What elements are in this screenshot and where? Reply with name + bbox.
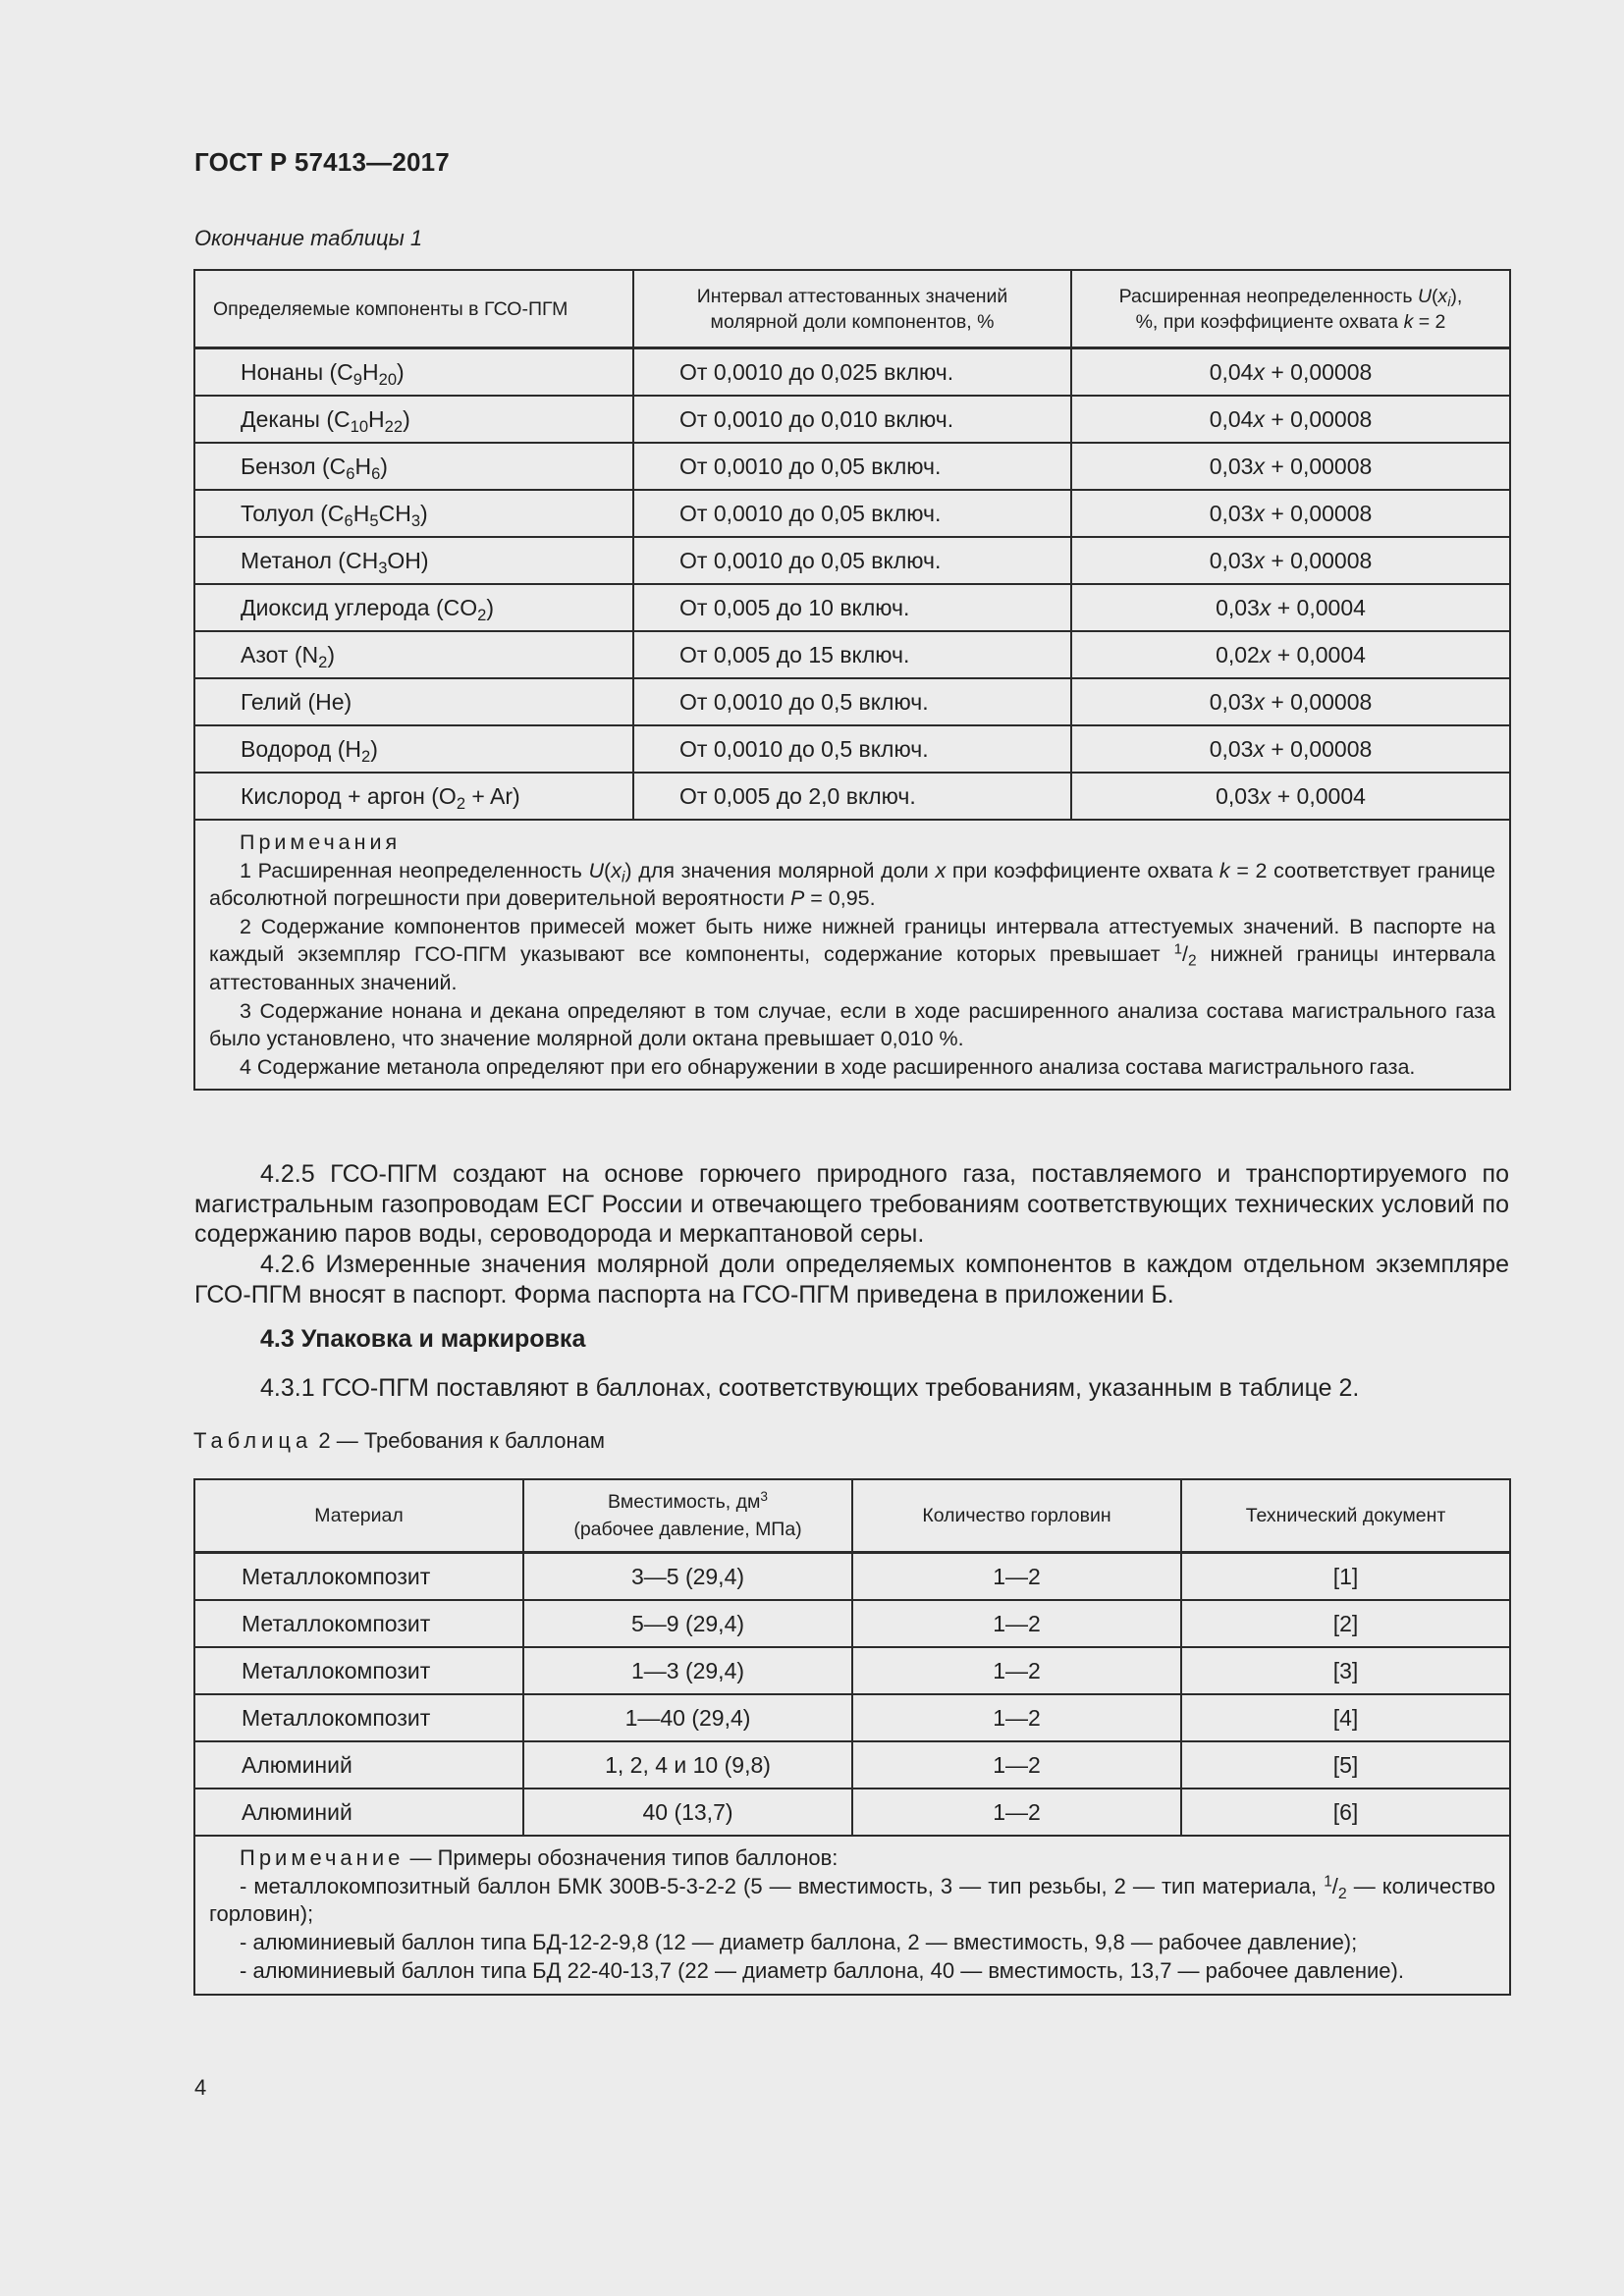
table-row: [194, 348, 1510, 397]
table1-caption: Окончание таблицы 1: [194, 226, 423, 250]
table2-note: [194, 1836, 1510, 1995]
component-cell: Метанол $(CH_3OH)$: [194, 537, 633, 584]
uncertainty-cell: 0,03x + 0,00008: [1071, 537, 1510, 584]
capacity-cell: 5—9 (29,4): [523, 1600, 852, 1647]
capacity-cell: 1—40 (29,4): [523, 1694, 852, 1741]
document-header: ГОСТ Р 57413—2017: [194, 147, 450, 177]
table-row: [194, 773, 1510, 820]
capacity-cell: 1, 2, 4 и 10 (9,8): [523, 1741, 852, 1789]
table-row: [194, 443, 1510, 490]
interval-cell: От 0,0010 до 0,5 включ.: [633, 725, 1071, 773]
necks-cell: 1—2: [852, 1647, 1181, 1694]
component-cell: Толуол $(C_6H_5CH_3)$: [194, 490, 633, 537]
table1-notes: [194, 820, 1510, 1090]
table-row: [194, 1789, 1510, 1836]
necks-cell: 1—2: [852, 1694, 1181, 1741]
interval-cell: От 0,005 до 10 включ.: [633, 584, 1071, 631]
note-2: 2 Содержание компонентов примесей может быть ниже нижней границы интервала аттестуемых значений. В паспорте на каждый экземпляр ГСО-ПГМ указывают все компоненты, содержание которых превышает $^1/_2$ нижней границы интервала аттестованных значений.: [209, 914, 1495, 994]
table-row: [194, 631, 1510, 678]
uncertainty-cell: 0,03x + 0,00008: [1071, 678, 1510, 725]
table2-caption: [193, 1428, 605, 1454]
uncertainty-cell: 0,03x + 0,00008: [1071, 443, 1510, 490]
doc-cell: [2]: [1181, 1600, 1510, 1647]
note-title-line: [209, 1844, 1495, 1873]
table-row: [194, 584, 1510, 631]
table-title: 2 — Требования к баллонам: [312, 1428, 605, 1453]
necks-cell: 1—2: [852, 1741, 1181, 1789]
note-3: 3 Содержание нонана и декана определяют в том случае, если в ходе расширенного анализа состава магистрального газа было установлено, что значение молярной доли октана превышает 0,010 %.: [209, 998, 1495, 1051]
page-number: 4: [194, 2075, 207, 2100]
capacity-cell: 1—3 (29,4): [523, 1647, 852, 1694]
components-table: [193, 269, 1511, 1091]
header-uncertainty-text: Расширенная неопределенность: [1118, 285, 1418, 307]
table-row: [194, 1694, 1510, 1741]
header-uncertainty-text: %, при коэффициенте охвата: [1135, 310, 1404, 333]
note-line-3: - алюминиевый баллон типа БД 22-40-13,7 (22 — диаметр баллона, 40 — вместимость, 13,7 — рабочее давление).: [240, 1957, 1404, 1983]
interval-cell: От 0,0010 до 0,5 включ.: [633, 678, 1071, 725]
uncertainty-cell: 0,03x + 0,00008: [1071, 725, 1510, 773]
paren: (: [1432, 285, 1438, 307]
symbol-k: k: [1403, 310, 1414, 333]
component-cell: Азот $(N_2)$: [194, 631, 633, 678]
paragraph-4-2-6: [194, 1250, 1509, 1309]
component-cell: Нонаны $(C_9H_{20})$: [194, 348, 633, 397]
material-cell: Алюминий: [194, 1789, 523, 1836]
header-capacity: Вместимость, $дм^3$ (рабочее давление, МПа): [523, 1479, 852, 1553]
note-4: 4 Содержание метанола определяют при его обнаружении в ходе расширенного анализа состава магистрального газа.: [240, 1054, 1416, 1079]
interval-cell: От 0,0010 до 0,05 включ.: [633, 490, 1071, 537]
table-row: [194, 490, 1510, 537]
material-cell: Металлокомпозит: [194, 1600, 523, 1647]
table-row: [194, 725, 1510, 773]
table-row: [194, 1600, 1510, 1647]
uncertainty-cell: 0,03x + 0,00008: [1071, 490, 1510, 537]
material-cell: Металлокомпозит: [194, 1694, 523, 1741]
note-1: 1 Расширенная неопределенность $U(x_i)$ для значения молярной доли x при коэффициенте охвата k = 2 соответствует границе абсолютной погрешности при доверительной вероятности P = 0,95.: [209, 858, 1495, 911]
header-necks: Количество горловин: [852, 1479, 1181, 1553]
note-title-rest: — Примеры обозначения типов баллонов:: [404, 1845, 839, 1870]
note-title: Примечание: [240, 1845, 405, 1870]
doc-cell: [6]: [1181, 1789, 1510, 1836]
doc-cell: [3]: [1181, 1647, 1510, 1694]
notes-row: [194, 1836, 1510, 1995]
necks-cell: 1—2: [852, 1600, 1181, 1647]
material-cell: Металлокомпозит: [194, 1553, 523, 1601]
component-cell: Гелий (He): [194, 678, 633, 725]
table-row: [194, 396, 1510, 443]
table-row: [194, 1647, 1510, 1694]
header-interval-line2: молярной доли компонентов, %: [710, 310, 995, 333]
material-cell: Металлокомпозит: [194, 1647, 523, 1694]
header-uncertainty-text: = 2: [1413, 310, 1446, 333]
header-interval: [633, 270, 1071, 348]
symbol-u: U: [1417, 285, 1433, 307]
note-line-2: - алюминиевый баллон типа БД-12-2-9,8 (12 — диаметр баллона, 2 — вместимость, 9,8 — рабочее давление);: [240, 1930, 1358, 1955]
cylinders-table: [193, 1478, 1511, 1996]
component-cell: Бензол $(C_6H_6)$: [194, 443, 633, 490]
paren: ),: [1450, 285, 1463, 307]
note-line-1: - металлокомпозитный баллон БМК 300В-5-3-2-2 (5 — вместимость, 3 — тип резьбы, 2 — тип материала, $^1/_2$ — количество горловин);: [209, 1873, 1495, 1927]
header-material: Материал: [194, 1479, 523, 1553]
uncertainty-cell: 0,03x + 0,0004: [1071, 773, 1510, 820]
interval-cell: От 0,0010 до 0,05 включ.: [633, 537, 1071, 584]
necks-cell: 1—2: [852, 1789, 1181, 1836]
interval-cell: От 0,005 до 15 включ.: [633, 631, 1071, 678]
uncertainty-cell: 0,02x + 0,0004: [1071, 631, 1510, 678]
doc-cell: [5]: [1181, 1741, 1510, 1789]
uncertainty-cell: 0,04x + 0,00008: [1071, 348, 1510, 397]
interval-cell: От 0,005 до 2,0 включ.: [633, 773, 1071, 820]
paragraph-text: 4.3.1 ГСО-ПГМ поставляют в баллонах, соответствующих требованиям, указанным в таблице 2.: [260, 1374, 1360, 1402]
table-row: [194, 537, 1510, 584]
paragraph-text: 4.2.5 ГСО-ПГМ создают на основе горючего природного газа, поставляемого и транспортируемого по магистральным газопроводам ЕСГ России и отвечающего требованиям соответствующих технических условий по содержанию паров воды, сероводорода и меркаптановой серы.: [194, 1160, 1509, 1248]
header-tech-doc: Технический документ: [1181, 1479, 1510, 1553]
table-row: [194, 1553, 1510, 1601]
doc-cell: [1]: [1181, 1553, 1510, 1601]
component-cell: Диоксид углерода $(CO_2)$: [194, 584, 633, 631]
table-row: [194, 1741, 1510, 1789]
table-row: [194, 678, 1510, 725]
header-interval-line1: Интервал аттестованных значений: [696, 285, 1008, 307]
table-header-row: [194, 1479, 1510, 1553]
uncertainty-cell: 0,03x + 0,0004: [1071, 584, 1510, 631]
necks-cell: 1—2: [852, 1553, 1181, 1601]
notes-row: [194, 820, 1510, 1090]
component-cell: Деканы $(C_{10}H_{22})$: [194, 396, 633, 443]
capacity-cell: 3—5 (29,4): [523, 1553, 852, 1601]
table-word: Таблица: [193, 1428, 313, 1453]
component-cell: Кислород + аргон $(O_2 + Ar)$: [194, 773, 633, 820]
paragraph-text: 4.2.6 Измеренные значения молярной доли определяемых компонентов в каждом отдельном экземпляре ГСО-ПГМ вносят в паспорт. Форма паспорта на ГСО-ПГМ приведена в приложении Б.: [194, 1251, 1509, 1308]
material-cell: Алюминий: [194, 1741, 523, 1789]
paragraph-4-2-5: [194, 1159, 1509, 1250]
component-cell: Водород $(H_2)$: [194, 725, 633, 773]
symbol-x: x: [1437, 285, 1448, 307]
header-uncertainty: [1071, 270, 1510, 348]
interval-cell: От 0,0010 до 0,010 включ.: [633, 396, 1071, 443]
table-header-row: [194, 270, 1510, 348]
interval-cell: От 0,0010 до 0,025 включ.: [633, 348, 1071, 397]
uncertainty-cell: 0,04x + 0,00008: [1071, 396, 1510, 443]
doc-cell: [4]: [1181, 1694, 1510, 1741]
symbol-i: i: [1447, 293, 1451, 309]
notes-title: Примечания: [240, 830, 402, 854]
interval-cell: От 0,0010 до 0,05 включ.: [633, 443, 1071, 490]
capacity-cell: 40 (13,7): [523, 1789, 852, 1836]
header-components: Определяемые компоненты в ГСО-ПГМ: [194, 270, 633, 348]
paragraph-4-3-1: [194, 1373, 1509, 1404]
section-heading: 4.3 Упаковка и маркировка: [260, 1325, 586, 1353]
